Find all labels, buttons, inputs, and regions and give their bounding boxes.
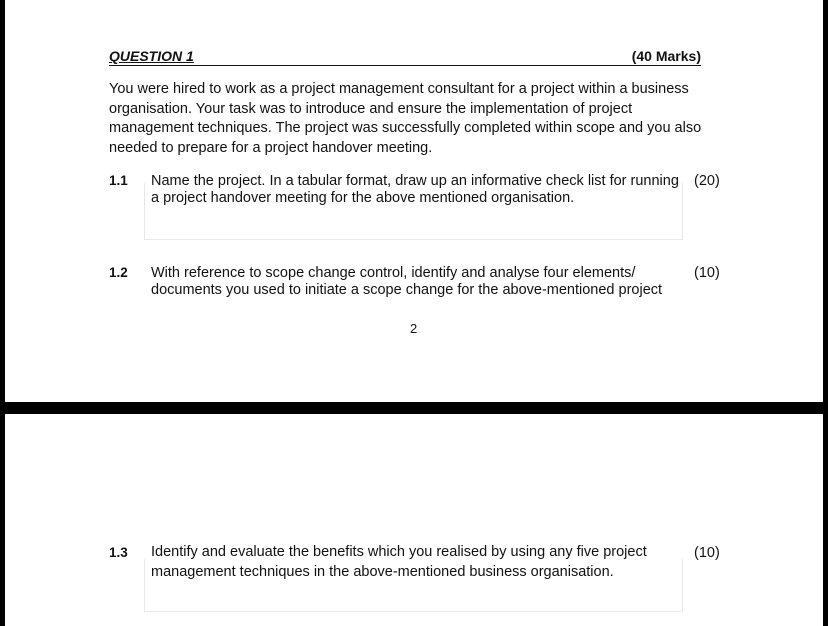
sub-question-1-1 (109, 173, 721, 241)
sub-question-number: 1.1 (109, 173, 128, 188)
document-page-2 (5, 414, 823, 626)
sub-question-number: 1.3 (109, 545, 128, 560)
question-total-marks: (40 Marks) (631, 48, 701, 64)
sub-question-1-3 (109, 545, 721, 615)
sub-question-1-2 (109, 265, 721, 305)
sub-question-text: Identify and evaluate the benefits which you realised by using any five project management techniques in the above-mentioned business organisation. (151, 544, 647, 580)
question-title: QUESTION 1 (109, 48, 194, 64)
document-page-1 (5, 0, 823, 402)
sub-question-text: Name the project. In a tabular format, draw up an informative check list for running a project handover meeting for the above mentioned organisation. (151, 173, 679, 206)
page-number: 2 (410, 321, 418, 336)
question-intro: You were hired to work as a project management consultant for a project within a business organisation. Your task was to introduce and ensure the implementation of project management techniques. The project was successfully completed within scope and you also needed to prepare for a project handover meeting. (109, 81, 702, 157)
sub-question-number: 1.2 (109, 265, 128, 280)
question-header (109, 47, 701, 66)
sub-question-text: With reference to scope change control, identify and analyse four elements/ documents you used to initiate a scope change for the above-mentioned project (151, 265, 663, 298)
sub-question-marks: (10) (694, 545, 720, 561)
sub-question-marks: (10) (694, 265, 720, 281)
sub-question-marks: (20) (694, 173, 720, 189)
